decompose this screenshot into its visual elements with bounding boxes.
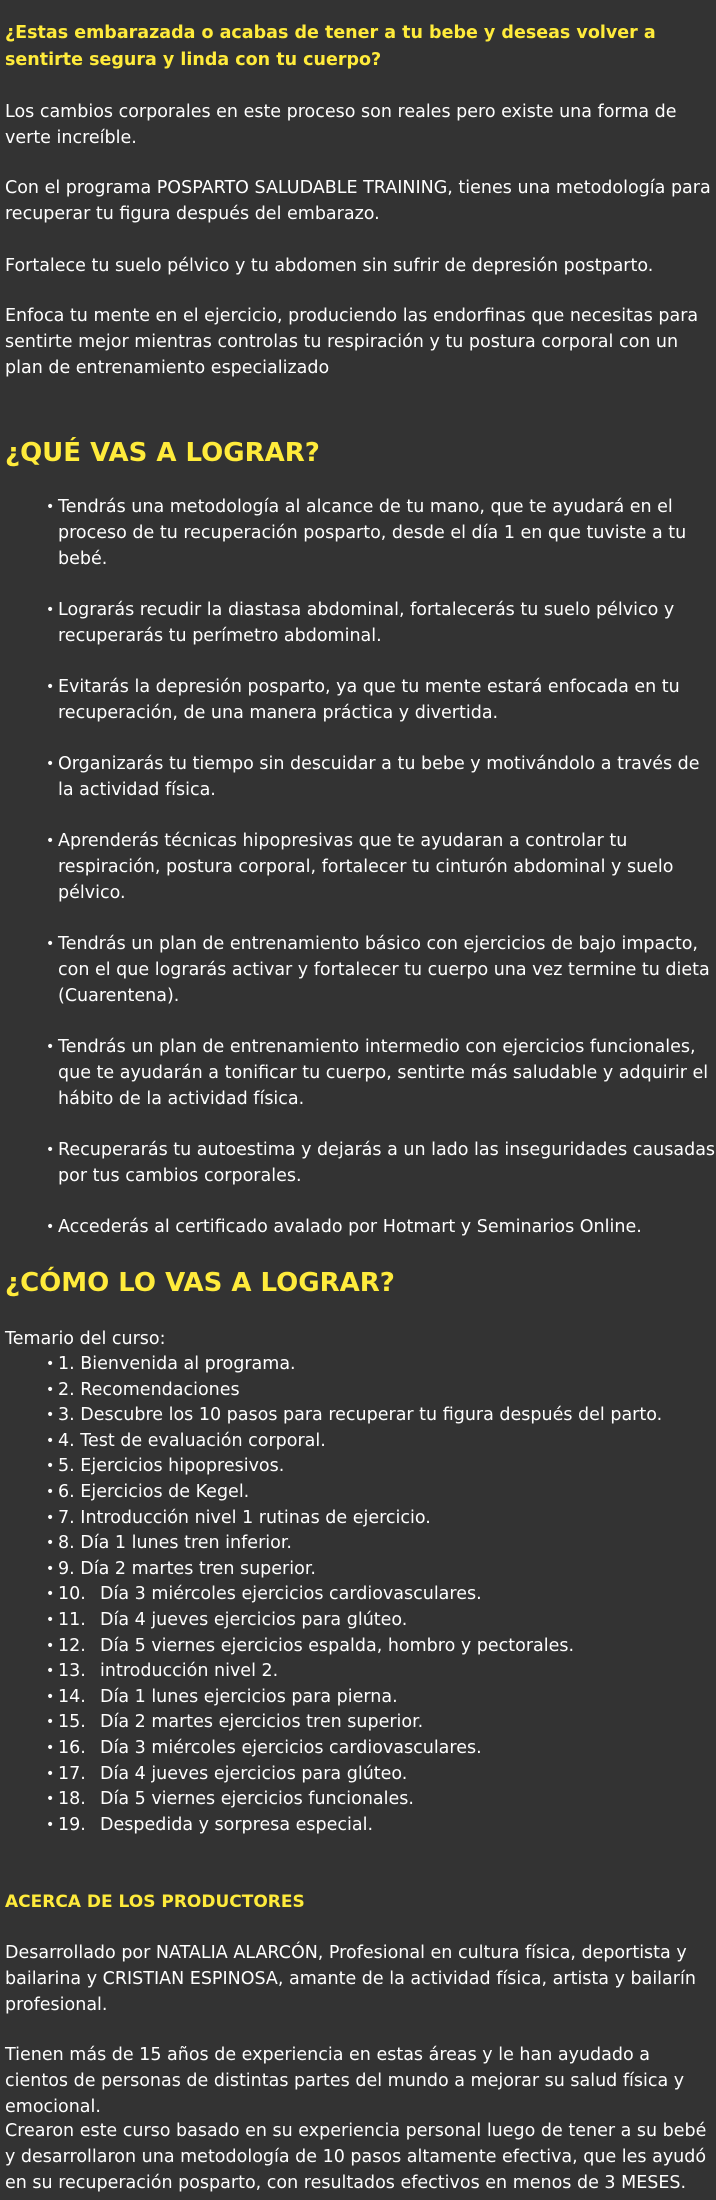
benefit-text: Lograrás recudir la diastasa abdominal, fortalecerás tu suelo pélvico y recuperarás tu perímetro abdominal. [58, 600, 675, 646]
bullet-icon: • [46, 1586, 55, 1603]
item-number: 19. [58, 1814, 86, 1835]
item-text: Recomendaciones [80, 1379, 240, 1400]
bullet-icon: • [46, 1432, 55, 1449]
list-item [46, 1214, 716, 1240]
list-item [46, 494, 716, 572]
list-item [46, 1582, 706, 1608]
intro-paragraph: Fortalece tu suelo pélvico y tu abdomen sin sufrir de depresión postparto. [5, 256, 654, 276]
item-text: Día 1 lunes tren inferior. [80, 1533, 292, 1554]
bullet-icon: • [46, 1381, 55, 1398]
bullet-icon: • [46, 602, 55, 618]
list-item [46, 1480, 706, 1506]
item-number: 10. [58, 1584, 86, 1605]
item-number: 8. [58, 1533, 75, 1554]
bullet-icon: • [46, 1663, 55, 1680]
bullet-icon: • [46, 833, 55, 849]
bullet-icon: • [46, 679, 55, 695]
item-number: 15. [58, 1712, 86, 1733]
intro-paragraph: Enfoca tu mente en el ejercicio, produciendo las endorfinas que necesitas para sentirte mejor mientras controlas tu respiración y tu postura corporal con un plan de entrenamiento especializado [5, 306, 699, 378]
bullet-icon: • [46, 1791, 55, 1808]
bullet-icon: • [46, 1483, 55, 1500]
item-text: Día 5 viernes ejercicios espalda, hombro y pectorales. [100, 1635, 575, 1656]
item-number: 1. [58, 1354, 75, 1374]
intro-heading: ¿Estas embarazada o acabas de tener a tu bebe y deseas volver a sentirte segura y linda con tu cuerpo? [5, 23, 656, 70]
list-item [46, 1762, 706, 1788]
item-text: Día 3 miércoles ejercicios cardiovasculares. [100, 1584, 482, 1605]
bullet-icon: • [46, 1356, 55, 1372]
list-item [46, 931, 716, 1009]
bullet-icon: • [46, 936, 55, 952]
bullet-icon: • [46, 1407, 55, 1424]
list-item [46, 1787, 706, 1813]
benefit-text: Aprenderás técnicas hipopresivas que te ayudaran a controlar tu respiración, postura corporal, fortalecer tu cinturón abdominal y suelo pélvico. [58, 831, 674, 903]
syllabus-list [46, 1352, 706, 1838]
bullet-icon: • [46, 1219, 55, 1235]
list-item [46, 751, 716, 803]
item-text: Descubre los 10 pasos para recuperar tu figura después del parto. [80, 1405, 663, 1426]
item-number: 16. [58, 1737, 86, 1758]
list-item [46, 1813, 706, 1839]
bullet-icon: • [46, 1739, 55, 1756]
item-text: Día 4 jueves ejercicios para glúteo. [100, 1609, 408, 1630]
item-text: Ejercicios hipopresivos. [80, 1456, 285, 1477]
list-item [46, 1403, 706, 1429]
bullet-icon: • [46, 1142, 55, 1158]
producers-paragraph: Crearon este curso basado en su experiencia personal luego de tener a su bebé y desarrollaron una metodología de 10 pasos altamente efectiva, que les ayudó en su recuperación posparto, con resultados efectivos en menos de 3 MESES. [5, 2121, 707, 2193]
list-item [46, 1685, 706, 1711]
list-item [46, 1557, 706, 1583]
bullet-icon: • [46, 756, 55, 772]
list-item [46, 1608, 706, 1634]
benefit-text: Tendrás un plan de entrenamiento intermedio con ejercicios funcionales, que te ayudarán a tonificar tu cuerpo, sentirte más saludable y adquirir el hábito de la actividad física. [58, 1037, 709, 1109]
producers-paragraph: Desarrollado por NATALIA ALARCÓN, Profesional en cultura física, deportista y bailarina y CRISTIAN ESPINOSA, amante de la actividad física, artista y bailarín profesional. [5, 1943, 696, 2015]
item-number: 13. [58, 1661, 86, 1682]
bullet-icon: • [46, 499, 55, 515]
bullet-icon: • [46, 1560, 55, 1577]
benefit-text: Tendrás un plan de entrenamiento básico con ejercicios de bajo impacto, con el que lograrás activar y fortalecer tu cuerpo una vez termine tu dieta (Cuarentena). [58, 934, 710, 1006]
list-item [46, 1736, 706, 1762]
list-item [46, 1659, 706, 1685]
list-item [46, 1531, 706, 1557]
bullet-icon: • [46, 1509, 55, 1526]
benefit-text: Evitarás la depresión posparto, ya que tu mente estará enfocada en tu recuperación, de una manera práctica y divertida. [58, 677, 680, 723]
list-item [46, 1352, 706, 1378]
bullet-icon: • [46, 1714, 55, 1731]
list-item [46, 1454, 706, 1480]
item-number: 14. [58, 1686, 86, 1707]
item-text: Bienvenida al programa. [80, 1354, 296, 1374]
benefit-text: Organizarás tu tiempo sin descuidar a tu bebe y motivándolo a través de la actividad física. [58, 754, 700, 800]
bullet-icon: • [46, 1637, 55, 1654]
list-item [46, 1429, 706, 1455]
list-item [46, 1634, 706, 1660]
benefits-list [46, 494, 716, 1265]
bullet-icon: • [46, 1816, 55, 1833]
item-number: 12. [58, 1635, 86, 1656]
item-number: 18. [58, 1789, 86, 1810]
item-number: 2. [58, 1379, 75, 1400]
list-item [46, 828, 716, 906]
list-item [46, 674, 716, 726]
how-heading: ¿CÓMO LO VAS A LOGRAR? [5, 1268, 395, 1298]
list-item [46, 1506, 706, 1532]
producers-heading: ACERCA DE LOS PRODUCTORES [5, 1892, 305, 1912]
item-text: introducción nivel 2. [100, 1661, 279, 1682]
item-text: Despedida y sorpresa especial. [100, 1814, 374, 1835]
achieve-heading: ¿QUÉ VAS A LOGRAR? [5, 438, 320, 468]
item-text: Día 3 miércoles ejercicios cardiovasculares. [100, 1737, 482, 1758]
item-text: Introducción nivel 1 rutinas de ejercicio. [80, 1507, 431, 1528]
producers-paragraph: Tienen más de 15 años de experiencia en estas áreas y le han ayudado a cientos de personas de distintas partes del mundo a mejorar su salud física y emocional. [5, 2045, 685, 2117]
item-text: Test de evaluación corporal. [80, 1430, 326, 1451]
bullet-icon: • [46, 1039, 55, 1055]
bullet-icon: • [46, 1611, 55, 1628]
intro-paragraph: Con el programa POSPARTO SALUDABLE TRAINING, tienes una metodología para recuperar tu figura después del embarazo. [5, 178, 711, 224]
bullet-icon: • [46, 1458, 55, 1475]
item-number: 6. [58, 1481, 75, 1502]
item-number: 5. [58, 1456, 75, 1477]
benefit-text: Recuperarás tu autoestima y dejarás a un lado las inseguridades causadas por tus cambios corporales. [58, 1140, 716, 1186]
item-text: Día 4 jueves ejercicios para glúteo. [100, 1763, 408, 1784]
item-number: 4. [58, 1430, 75, 1451]
bullet-icon: • [46, 1765, 55, 1782]
item-text: Día 2 martes tren superior. [80, 1558, 316, 1579]
bullet-icon: • [46, 1688, 55, 1705]
benefit-text: Tendrás una metodología al alcance de tu mano, que te ayudará en el proceso de tu recuperación posparto, desde el día 1 en que tuviste a tu bebé. [58, 497, 687, 569]
item-text: Ejercicios de Kegel. [80, 1481, 250, 1502]
list-item [46, 1378, 706, 1404]
list-item [46, 597, 716, 649]
item-number: 3. [58, 1405, 75, 1426]
list-item [46, 1034, 716, 1112]
item-text: Día 2 martes ejercicios tren superior. [100, 1712, 424, 1733]
list-item [46, 1137, 716, 1189]
item-number: 9. [58, 1558, 75, 1579]
item-number: 17. [58, 1763, 86, 1784]
bullet-icon: • [46, 1535, 55, 1552]
item-number: 7. [58, 1507, 75, 1528]
list-item [46, 1710, 706, 1736]
syllabus-label: Temario del curso: [5, 1329, 166, 1349]
item-text: Día 5 viernes ejercicios funcionales. [100, 1789, 414, 1810]
item-text: Día 1 lunes ejercicios para pierna. [100, 1686, 398, 1707]
item-number: 11. [58, 1609, 86, 1630]
intro-paragraph: Los cambios corporales en este proceso son reales pero existe una forma de verte increíble. [5, 102, 677, 148]
benefit-text: Accederás al certificado avalado por Hotmart y Seminarios Online. [58, 1217, 642, 1237]
